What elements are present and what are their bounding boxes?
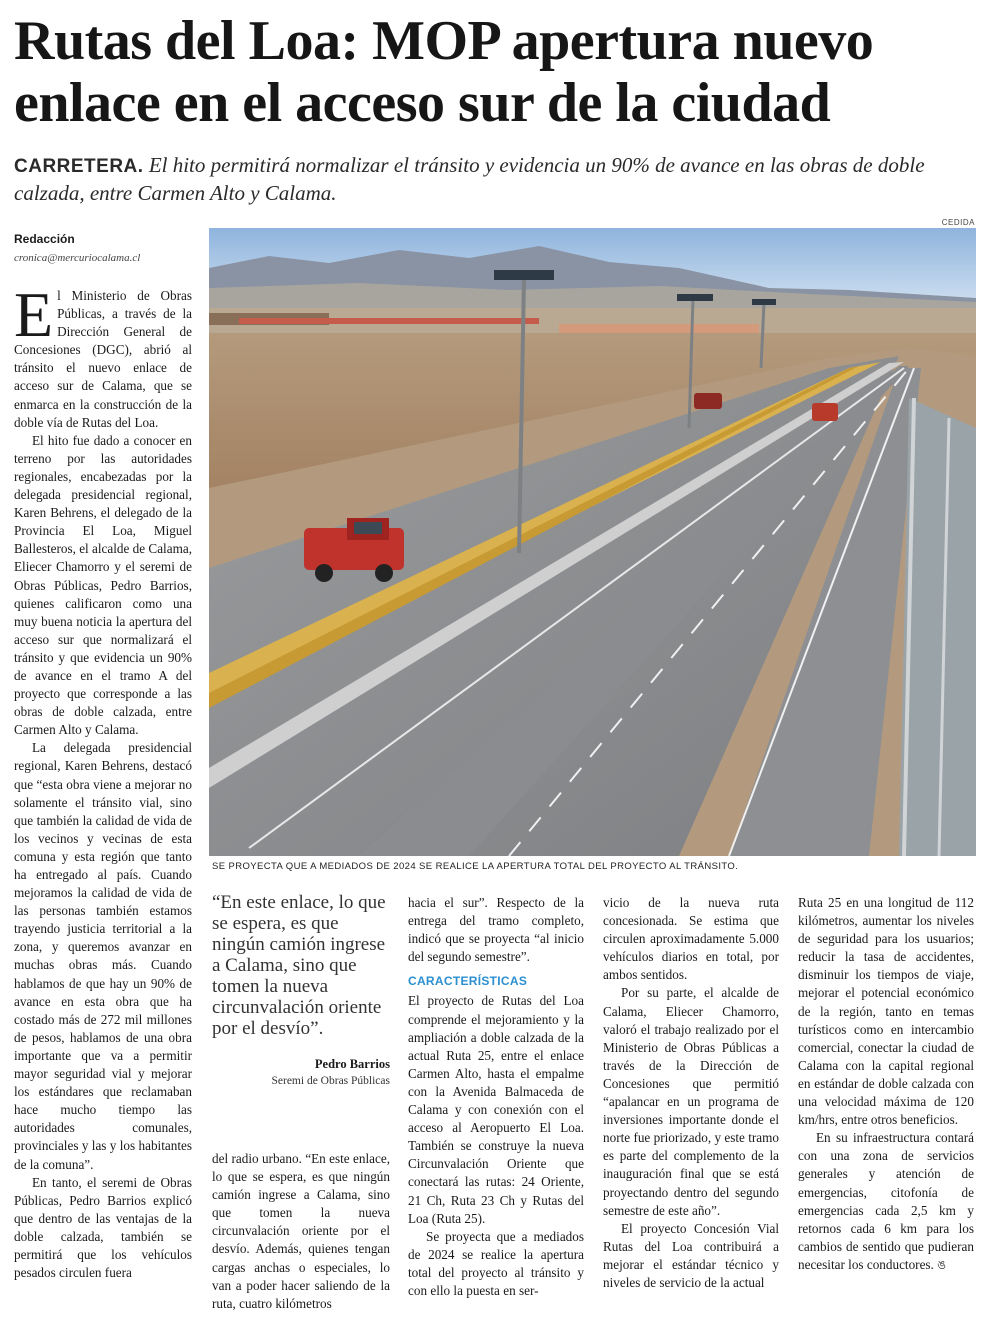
- pull-quote-author: Pedro Barrios: [314, 1057, 390, 1071]
- article-paragraph: [14, 279, 192, 432]
- article-column-1: [14, 279, 192, 1282]
- photo-caption: SE PROYECTA QUE A MEDIADOS DE 2024 SE REALICE LA APERTURA TOTAL DEL PROYECTO AL TRÁNSITO.: [212, 861, 739, 872]
- byline: Redacción: [14, 232, 75, 246]
- dropcap: E: [14, 279, 54, 350]
- article-paragraph: vicio de la nueva ruta concesionada. Se estima que circulen aproximadamente 5.000 vehículos diarios en total, por ambos sentidos.: [603, 895, 779, 983]
- article-paragraph: El proyecto de Rutas del Loa comprende el mejoramiento y la ampliación a doble calzada de la actual Ruta 25, entre el enlace Carmen Alto, hasta el empalme con la Avenida Balmaceda de Calama y con conexión con el acceso al Aeropuerto El Loa. También se construye la nueva Circunvalación Oriente que conectará las rutas: 24 Oriente, 21 Ch, Ruta 23 Ch y Rutas del Loa (Ruta 25).: [408, 993, 584, 1226]
- author-email[interactable]: cronica@mercuriocalama.cl: [14, 252, 141, 264]
- highway-photo-illustration: [209, 228, 976, 856]
- section-subhead: CARACTERÍSTICAS: [408, 974, 528, 989]
- article-paragraph: del radio urbano. “En este enlace, lo que se espera, es que ningún camión ingrese a Calama, sino que tomen la nueva circunvalación oriente por el desvío. Además, quienes tengan cargas anchas o especiales, lo van a poder hacer saliendo de la ruta, cuatro kilómetros: [212, 1151, 390, 1311]
- lede-kicker: CARRETERA.: [14, 156, 144, 177]
- pull-quote-role: Seremi de Obras Públicas: [271, 1075, 390, 1087]
- pull-quote: [212, 892, 390, 1087]
- article-column-4: [603, 894, 779, 1292]
- photo-credit: CEDIDA: [941, 218, 975, 227]
- article-paragraph: Se proyecta que a mediados de 2024 se realice la apertura total del proyecto al tránsito y con ello la puesta en ser-: [408, 1228, 584, 1298]
- article-paragraph: El proyecto Concesión Vial Rutas del Loa contribuirá a mejorar el estándar técnico y niveles de servicio de la actual: [603, 1220, 779, 1290]
- article-paragraph: Ruta 25 en una longitud de 112 kilómetros, aumentar los niveles de seguridad para los usuarios; reducir la tasa de accidentes, disminuir los tiempos de viaje, mejorar el potencial económico de la región, tanto en temas turísticos como en intercambio comercial, conectar la ciudad de Calama con la capital regional en estándar de doble calzada con una velocidad máxima de 120 km/hrs, entre otros beneficios.: [798, 895, 974, 1128]
- paragraph-text: l Ministerio de Obras Públicas, a través de la Dirección General de Concesiones (DGC), abrió al tránsito el nuevo enlace de acceso sur de Calama, que se enmarca en la construcción de la doble vía de Rutas del Loa.: [14, 288, 192, 430]
- article-column-5: [798, 894, 974, 1274]
- highway-photo: [209, 228, 976, 856]
- article-paragraph: La delegada presidencial regional, Karen Behrens, destacó que “esta obra viene a mejorar no solamente el tránsito vial, sino que también la calidad de vida de los vecinos y vecinas de esta comuna y esta región que tanto ha entregado al país. Cuando mejoramos la calidad de vida de las personas también estamos trayendo justicia territorial a la zona, y queremos avanzar en muchas obras más. Cuando hablamos de que hay un 90% de avance en esta obra que ha costado más de 272 mil millones de pesos, hablamos de una obra importante que va a permitir mayor seguridad vial y mejorar los estándares que reclamaban hace mucho tiempo las autoridades comunales, provinciales y las y los habitantes de la comuna”.: [14, 740, 192, 1172]
- pull-quote-text: “En este enlace, lo que se espera, es que ningún camión ingrese a Calama, sino que tomen la nueva circunvalación oriente por el desvío”.: [212, 892, 386, 1039]
- article-column-2: [212, 1150, 390, 1313]
- end-of-article-mark: ঙ: [937, 1257, 946, 1272]
- headline: Rutas del Loa: MOP apertura nuevo enlace en el acceso sur de la ciudad: [14, 10, 874, 134]
- article-paragraph: [798, 1129, 974, 1274]
- article-column-3: [408, 894, 584, 1300]
- article-paragraph: El hito fue dado a conocer en terreno por las autoridades regionales, encabezadas por la delegada presidencial regional, Karen Behrens, el delegado de la Provincia El Loa, Miguel Ballesteros, el alcalde de Calama, Eliecer Chamorro y el seremi de Obras Públicas, Pedro Barrios, quienes calificaron como una muy buena noticia la apertura del acceso sur que normalizará el tránsito y que evidencia un 90% de avance en el tramo A del proyecto que corresponde a las obras de doble calzada, entre Carmen Alto y Calama.: [14, 432, 192, 738]
- paragraph-text: En su infraestructura contará con una zona de servicios generales y atención de emergencias, citofonía de emergencias cada 2,5 km y retornos cada 6 km para los cambios de sentido que pudieran necesitar los conductores.: [798, 1130, 974, 1272]
- lede: [14, 152, 969, 207]
- lede-text: El hito permitirá normalizar el tránsito y evidencia un 90% de avance en las obras de doble calzada, entre Carmen Alto y Calama.: [14, 153, 925, 205]
- article-paragraph: hacia el sur”. Respecto de la entrega del tramo completo, indicó que se proyecta “al inicio del segundo semestre”.: [408, 895, 584, 965]
- article-paragraph: Por su parte, el alcalde de Calama, Eliecer Chamorro, valoró el trabajo realizado por el Ministerio de Obras Públicas a través de la Dirección de Concesiones que permitió “apalancar en un programa de inversiones importante donde el norte fue priorizado, y este tramo es parte del complemento de la inauguración final que se está proyectando dentro del segundo semestre de este año”.: [603, 985, 779, 1218]
- article-paragraph: En tanto, el seremi de Obras Públicas, Pedro Barrios explicó que dentro de las ventajas de la doble calzada, también se permitirá que los vehículos pesados circulen fuera: [14, 1174, 192, 1281]
